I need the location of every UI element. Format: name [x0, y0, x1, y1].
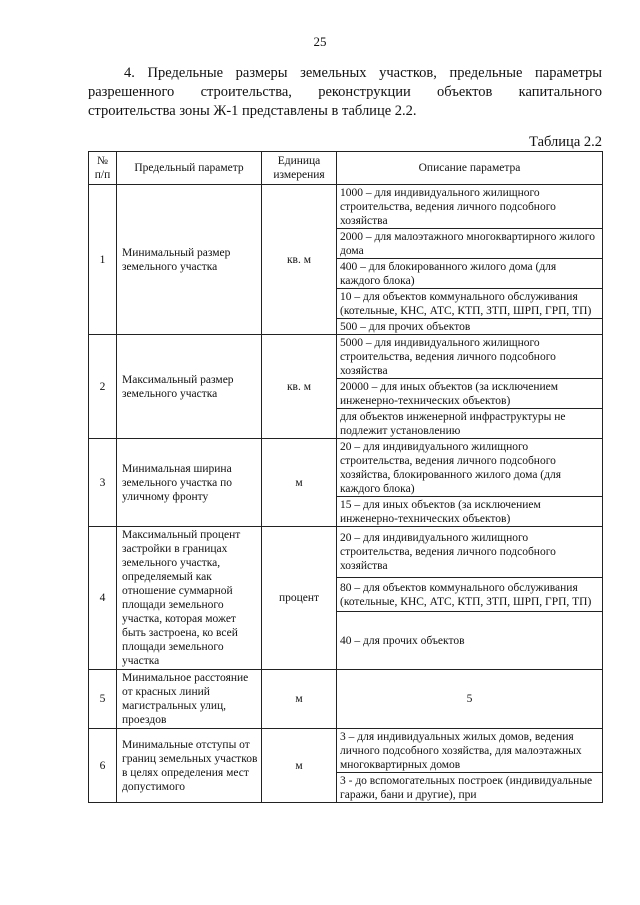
table-row — [89, 185, 603, 229]
header-desc: Описание параметра — [337, 152, 603, 185]
parameters-table — [88, 151, 603, 803]
table-row — [89, 729, 603, 773]
row-desc: 3 - до вспомогательных построек (индивидуальные гаражи, бани и другие), при — [337, 773, 603, 803]
row-num: 5 — [89, 670, 117, 729]
row-unit: кв. м — [262, 185, 337, 335]
row-desc: 15 – для иных объектов (за исключением инженерно-технических объектов) — [337, 497, 603, 527]
row-desc: 2000 – для малоэтажного многоквартирного жилого дома — [337, 229, 603, 259]
row-unit: м — [262, 439, 337, 527]
row-unit: м — [262, 670, 337, 729]
row-num: 3 — [89, 439, 117, 527]
table-row — [89, 670, 603, 729]
row-desc: 20000 – для иных объектов (за исключением инженерно-технических объектов) — [337, 379, 603, 409]
row-unit: процент — [262, 527, 337, 670]
table-row — [89, 527, 603, 578]
header-unit: Единица измерения — [262, 152, 337, 185]
table-label: Таблица 2.2 — [529, 134, 602, 150]
row-desc: 5000 – для индивидуального жилищного строительства, ведения личного подсобного хозяйства — [337, 335, 603, 379]
row-param: Минимальное расстояние от красных линий магистральных улиц, проездов — [117, 670, 262, 729]
row-num: 4 — [89, 527, 117, 670]
row-desc: 1000 – для индивидуального жилищного строительства, ведения личного подсобного хозяйства — [337, 185, 603, 229]
row-num: 2 — [89, 335, 117, 439]
row-num: 6 — [89, 729, 117, 803]
row-desc: 40 – для прочих объектов — [337, 612, 603, 670]
table-row — [89, 439, 603, 497]
intro-paragraph: 4. Предельные размеры земельных участков, предельные параметры разрешенного строительства, реконструкции объектов капитального строительства зоны Ж-1 представлены в таблице 2.2. — [88, 65, 602, 119]
row-desc: 20 – для индивидуального жилищного строительства, ведения личного подсобного хозяйства, блокированного жилого дома (для каждого блока) — [337, 439, 603, 497]
row-desc: 20 – для индивидуального жилищного строительства, ведения личного подсобного хозяйства — [337, 527, 603, 578]
row-desc: 80 – для объектов коммунального обслуживания (котельные, КНС, АТС, КТП, ЗТП, ШРП, ГРП, ТП) — [337, 577, 603, 611]
row-value: 5 — [337, 670, 603, 729]
row-desc: 3 – для индивидуальных жилых домов, ведения личного подсобного хозяйства, для малоэтажных многоквартирных домов — [337, 729, 603, 773]
table-row — [89, 335, 603, 379]
row-desc: 10 – для объектов коммунального обслуживания (котельные, КНС, АТС, КТП, ЗТП, ШРП, ГРП, ТП) — [337, 289, 603, 319]
page-number: 25 — [313, 34, 327, 49]
row-param: Максимальный процент застройки в границах земельного участка, определяемый как отношение суммарной площади земельного участка, которая может быть застроена, ко всей площади земельного участка — [117, 527, 262, 670]
row-param: Минимальные отступы от границ земельных участков в целях определения мест допустимого — [117, 729, 262, 803]
row-unit: кв. м — [262, 335, 337, 439]
row-desc: для объектов инженерной инфраструктуры не подлежит установлению — [337, 409, 603, 439]
table-header-row — [89, 152, 603, 185]
row-param: Минимальный размер земельного участка — [117, 185, 262, 335]
row-param: Максимальный размер земельного участка — [117, 335, 262, 439]
header-param: Предельный параметр — [117, 152, 262, 185]
row-param: Минимальная ширина земельного участка по уличному фронту — [117, 439, 262, 527]
header-num: № п/п — [89, 152, 117, 185]
row-desc: 500 – для прочих объектов — [337, 319, 603, 335]
row-num: 1 — [89, 185, 117, 335]
row-unit: м — [262, 729, 337, 803]
row-desc: 400 – для блокированного жилого дома (для каждого блока) — [337, 259, 603, 289]
